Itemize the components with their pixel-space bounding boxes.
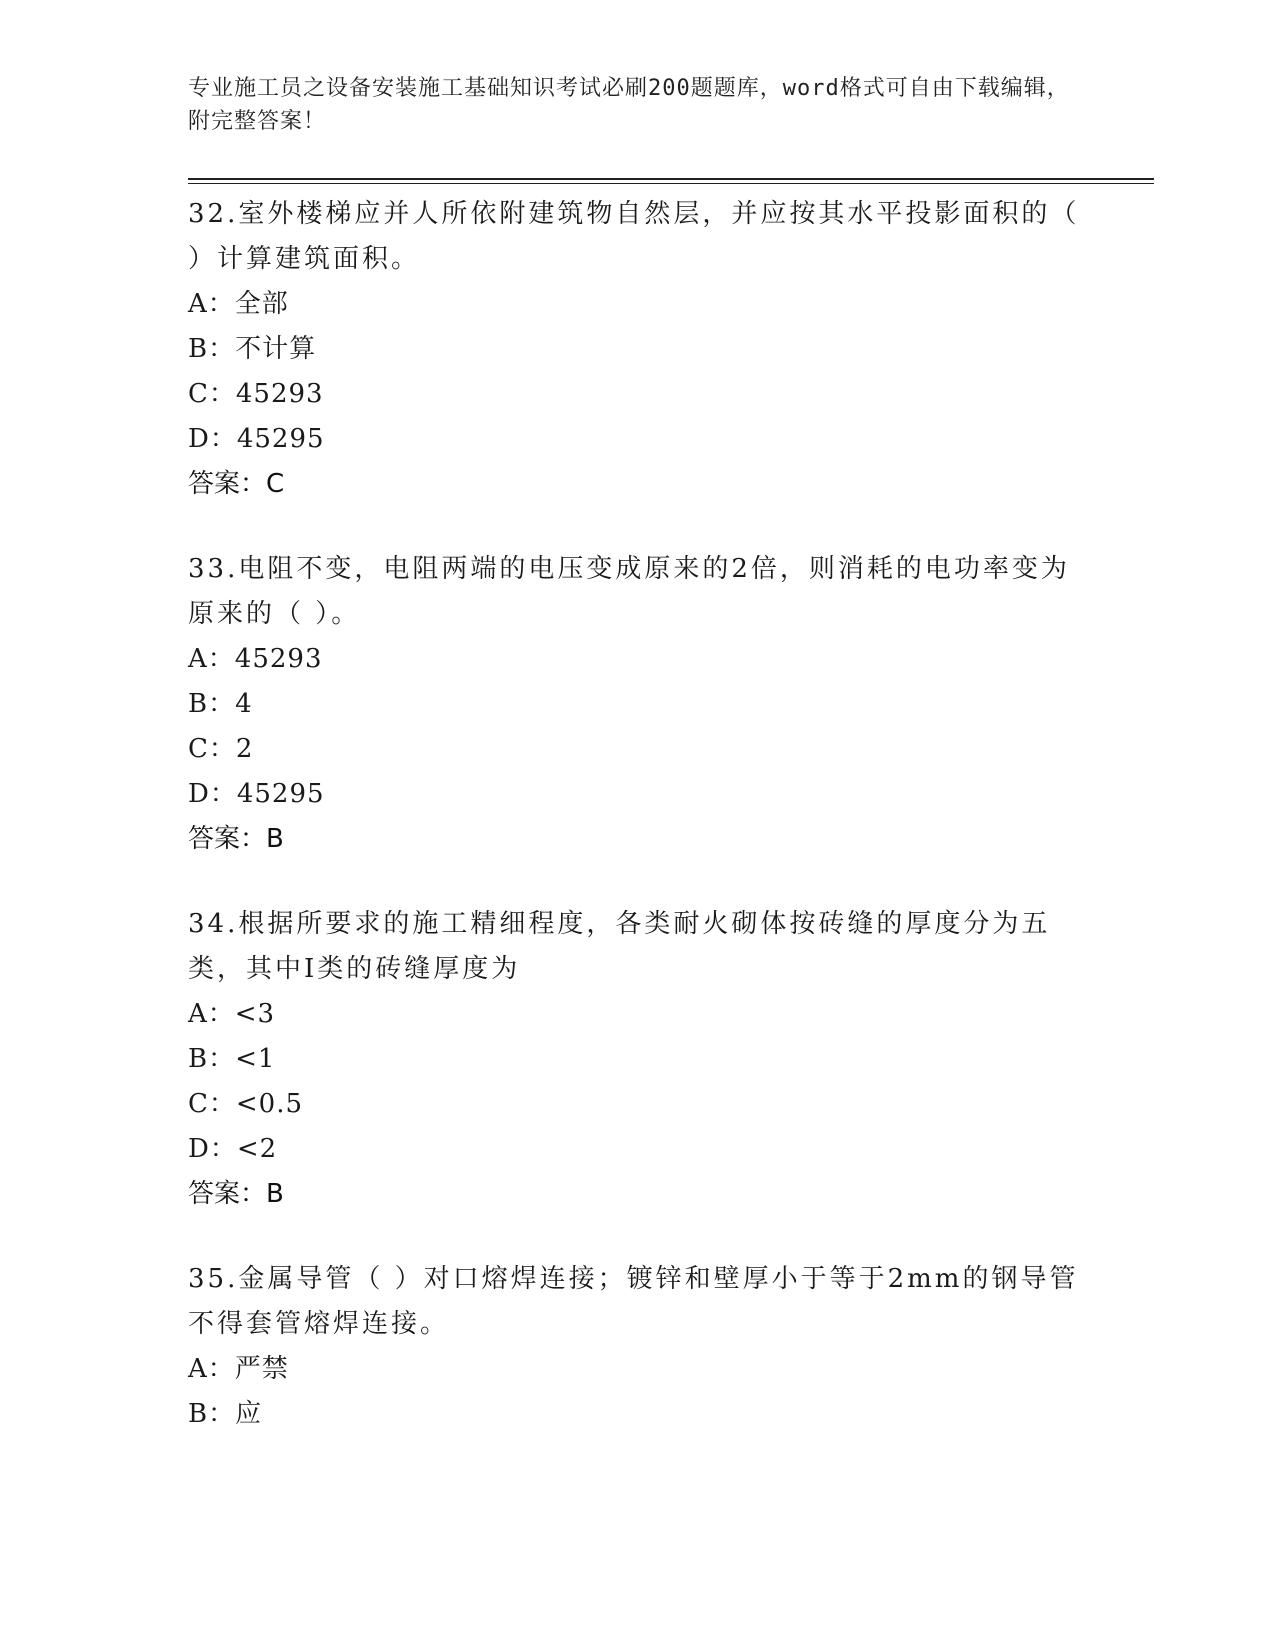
option-c: C：45293: [188, 379, 324, 409]
answer-label: 答案：B: [188, 824, 284, 854]
header-divider-bottom: [188, 183, 1154, 184]
question-spacer: [188, 507, 1088, 547]
option-d: D：45295: [188, 424, 325, 454]
header-divider-top: [188, 178, 1154, 180]
option-b: B：不计算: [188, 334, 317, 364]
document-header: 专业施工员之设备安装施工基础知识考试必刷200题题库，word格式可自由下载编辑，附完整答案！: [188, 76, 1070, 134]
question-spacer: [188, 862, 1088, 902]
option-d: D：45295: [188, 779, 325, 809]
question-spacer: [188, 1217, 1088, 1257]
question-text: 34.根据所要求的施工精细程度，各类耐火砌体按砖缝的厚度分为五类，其中I类的砖缝厚度为: [188, 909, 1051, 984]
option-c: C：<0.5: [188, 1089, 304, 1119]
option-a: A：严禁: [188, 1354, 289, 1384]
answer-label: 答案：C: [188, 469, 285, 499]
answer-label: 答案：B: [188, 1179, 284, 1209]
question-32: [188, 192, 1088, 507]
question-33: [188, 547, 1088, 862]
option-d: D：<2: [188, 1134, 278, 1164]
option-b: B：应: [188, 1399, 263, 1429]
question-list: [188, 192, 1088, 1437]
question-text: 32.室外楼梯应并人所依附建筑物自然层，并应按其水平投影面积的（ ）计算建筑面积。: [188, 199, 1080, 274]
option-b: B：<1: [188, 1044, 276, 1074]
question-35: [188, 1257, 1088, 1437]
option-b: B：4: [188, 689, 253, 719]
option-a: A：全部: [188, 289, 289, 319]
option-a: A：<3: [188, 999, 276, 1029]
question-text: 35.金属导管（ ）对口熔焊连接；镀锌和壁厚小于等于2mm的钢导管不得套管熔焊连接。: [188, 1264, 1079, 1339]
option-c: C：2: [188, 734, 254, 764]
question-text: 33.电阻不变，电阻两端的电压变成原来的2倍，则消耗的电功率变为原来的（ ）。: [188, 554, 1070, 629]
question-34: [188, 902, 1088, 1217]
option-a: A：45293: [188, 644, 323, 674]
